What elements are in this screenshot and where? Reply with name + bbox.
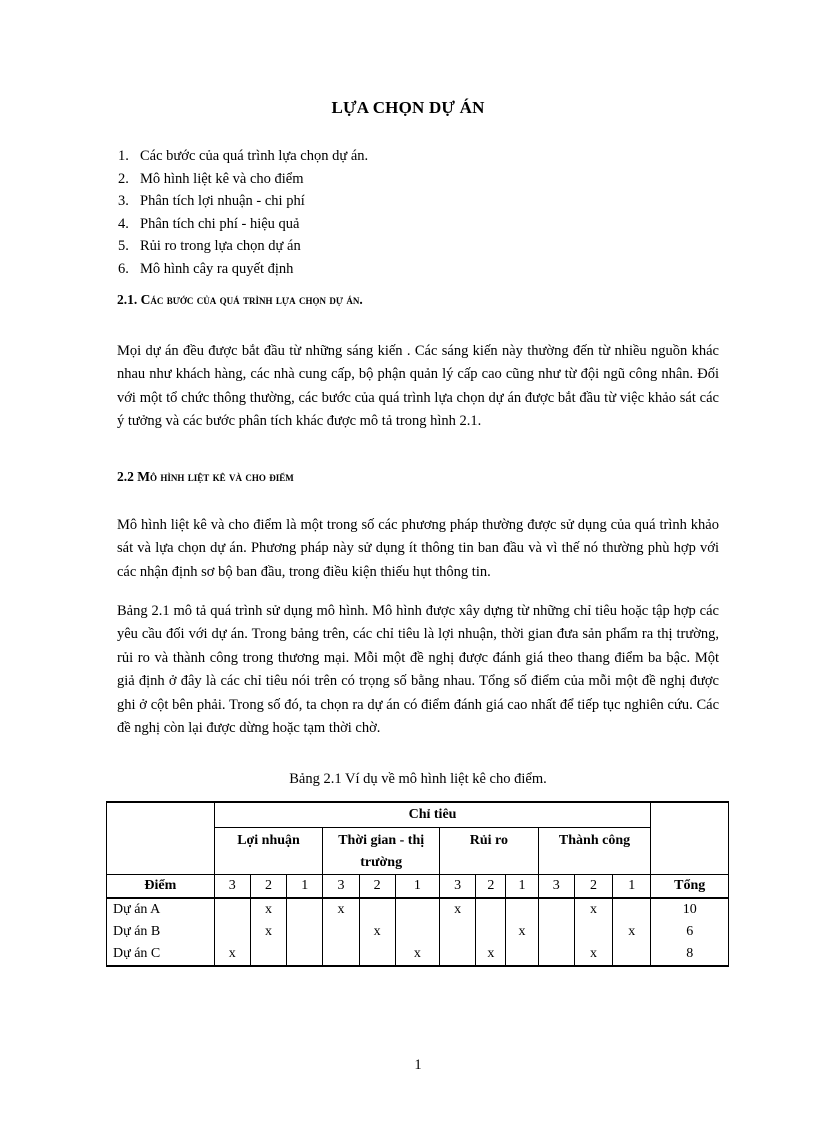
section-2-2-paragraph-2: Bảng 2.1 mô tả quá trình sử dụng mô hình. Mô hình được xây dựng từ những chỉ tiêu hoặc tập hợp các yêu cầu đối với dự án. Trong bảng trên, các chỉ tiêu là lợi nhuận, thời gian đưa sản phẩm ra thị trường, rủi ro và thành công trong thương mại. Mỗi một đề nghị được đánh giá theo thang điểm ba bậc. Một giả định ở đây là các chỉ tiêu nói trên có trọng số bằng nhau. Tổng số điểm của mỗi một đề nghị được ghi ở cột bên phải. Trong số đó, ta chọn ra dự án có điểm đánh giá cao nhất để tiếp tục nghiên cứu. Các đề nghị còn lại được dừng hoặc tạm thời chờ. — [117, 603, 719, 737]
section-heading-2-1: 2.1. Các bước của quá trình lựa chọn dự án. — [117, 292, 363, 307]
total-cell: 6 — [651, 921, 729, 943]
section-2-1-paragraph: Mọi dự án đều được bắt đầu từ những sáng kiến . Các sáng kiến này thường đến từ nhiều nguồn khác nhau như khách hàng, các nhà cung cấp, bộ phận quản lý cấp cao cũng như từ đội ngũ công nhân. Đối với một tổ chức thông thường, các bước của quá trình lựa chọn dự án được bắt đầu từ việc khảo sát các ý tưởng và các bước phân tích khác được mô tả trong hình 2.1. — [117, 343, 719, 430]
mark-cell — [214, 921, 250, 943]
criteria-group-header: Chỉ tiêu — [214, 802, 651, 828]
toc-number: 5. — [118, 238, 129, 254]
mark-cell — [395, 921, 439, 943]
toc-text: Mô hình liệt kê và cho điểm — [140, 170, 304, 187]
table-of-contents — [118, 145, 368, 280]
toc-text: Mô hình cây ra quyết định — [140, 260, 294, 277]
toc-item — [118, 258, 368, 281]
table-caption: Bảng 2.1 Ví dụ về mô hình liệt kê cho điểm. — [289, 771, 547, 787]
criteria-header-time-to-market: Thời gian - thị trường — [323, 828, 440, 875]
score-cell: 2 — [359, 875, 395, 899]
total-header: Tổng — [651, 875, 729, 899]
scoring-table — [106, 801, 729, 967]
toc-item — [118, 168, 368, 191]
toc-text: Phân tích lợi nhuận - chi phí — [140, 193, 305, 209]
total-cell: 10 — [651, 898, 729, 921]
toc-number: 1. — [118, 148, 129, 164]
score-cell: 3 — [323, 875, 359, 899]
mark-cell — [287, 943, 323, 966]
mark-cell — [538, 943, 574, 966]
mark-cell — [506, 943, 538, 966]
mark-cell: x — [395, 943, 439, 966]
score-cell: 1 — [506, 875, 538, 899]
toc-item — [118, 235, 368, 258]
score-cell: 3 — [214, 875, 250, 899]
mark-cell — [613, 943, 651, 966]
mark-cell — [323, 943, 359, 966]
mark-cell — [613, 898, 651, 921]
toc-text: Phân tích chi phí - hiệu quả — [140, 215, 300, 232]
mark-cell — [359, 898, 395, 921]
score-cell: 2 — [250, 875, 286, 899]
score-cell: 1 — [287, 875, 323, 899]
project-name: Dự án B — [107, 921, 215, 943]
mark-cell: x — [359, 921, 395, 943]
section-heading-2-2: 2.2 Mô hình liệt kê và cho điểm — [117, 469, 294, 484]
score-cell: 3 — [440, 875, 476, 899]
table-row — [107, 943, 729, 966]
section-2-2-paragraph-1: Mô hình liệt kê và cho điểm là một trong số các phương pháp thường được sử dụng của quá trình khảo sát và lựa chọn dự án. Phương pháp này sử dụng ít thông tin ban đầu và vì thế nó thường phù hợp với các nhận định sơ bộ ban đầu, trong điều kiện thiếu hụt thông tin. — [117, 517, 719, 580]
mark-cell: x — [440, 898, 476, 921]
mark-cell: x — [476, 943, 506, 966]
mark-cell: x — [250, 898, 286, 921]
toc-number: 6. — [118, 260, 129, 277]
mark-cell — [395, 898, 439, 921]
mark-cell — [476, 898, 506, 921]
mark-cell — [440, 921, 476, 943]
score-cell: 2 — [574, 875, 612, 899]
toc-item — [118, 213, 368, 236]
mark-cell — [323, 921, 359, 943]
page-number: 1 — [414, 1057, 422, 1073]
criteria-header-profit: Lợi nhuận — [214, 828, 323, 875]
toc-item — [118, 190, 368, 213]
page-title: LỰA CHỌN DỰ ÁN — [331, 98, 485, 117]
toc-text: Các bước của quá trình lựa chọn dự án. — [140, 148, 369, 164]
table-row — [107, 898, 729, 921]
criteria-header-risk: Rủi ro — [440, 828, 539, 875]
mark-cell — [214, 898, 250, 921]
mark-cell — [440, 943, 476, 966]
mark-cell — [250, 943, 286, 966]
mark-cell: x — [250, 921, 286, 943]
toc-item — [118, 145, 368, 168]
toc-text: Rủi ro trong lựa chọn dự án — [140, 238, 301, 254]
mark-cell — [476, 921, 506, 943]
mark-cell — [538, 921, 574, 943]
table-row — [107, 921, 729, 943]
toc-number: 4. — [118, 215, 129, 232]
project-name: Dự án A — [107, 898, 215, 921]
score-cell: 3 — [538, 875, 574, 899]
score-cell: 1 — [395, 875, 439, 899]
score-cell: 1 — [613, 875, 651, 899]
mark-cell — [506, 898, 538, 921]
score-row-label: Điểm — [107, 875, 215, 899]
criteria-header-success: Thành công — [538, 828, 651, 875]
toc-number: 2. — [118, 170, 129, 187]
score-cell: 2 — [476, 875, 506, 899]
mark-cell — [287, 898, 323, 921]
mark-cell: x — [323, 898, 359, 921]
table-corner-cell — [107, 802, 215, 875]
mark-cell: x — [613, 921, 651, 943]
toc-number: 3. — [118, 193, 129, 209]
mark-cell: x — [574, 898, 612, 921]
mark-cell — [359, 943, 395, 966]
project-name: Dự án C — [107, 943, 215, 966]
mark-cell — [287, 921, 323, 943]
total-header-spacer — [651, 802, 729, 875]
mark-cell — [538, 898, 574, 921]
mark-cell: x — [506, 921, 538, 943]
mark-cell: x — [574, 943, 612, 966]
mark-cell — [574, 921, 612, 943]
total-cell: 8 — [651, 943, 729, 966]
mark-cell: x — [214, 943, 250, 966]
